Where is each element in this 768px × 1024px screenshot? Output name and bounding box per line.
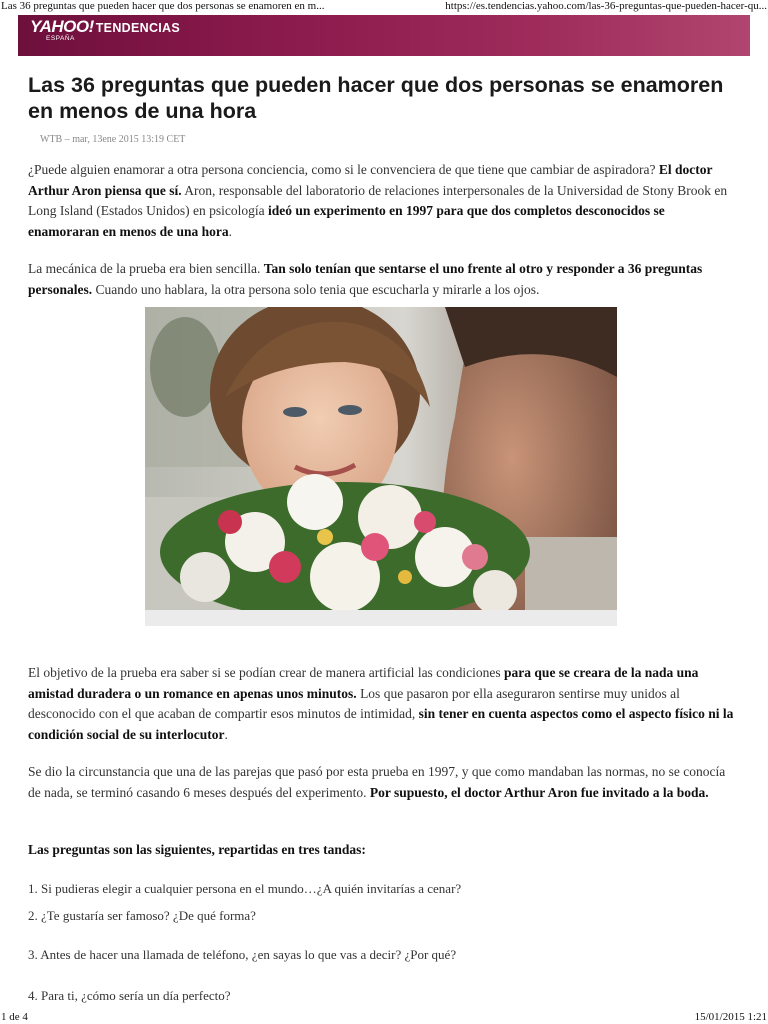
questions-heading: Las preguntas son las siguientes, repartidas en tres tandas: bbox=[28, 842, 366, 857]
logo-country-text: ESPAÑA bbox=[46, 35, 75, 42]
article-paragraph-1: ¿Puede alguien enamorar a otra persona conciencia, como si le convenciera de que tiene que cambiar de aspiradora? El doctor Arthur Aron piensa que sí. Aron, responsable del laboratorio de relaciones interpersonales de la Universidad de Stony Brook en Long Island (Estados Unidos) en psicología ideó un experimento en 1997 para que dos completos desconocidos se enamoraran en menos de una hora. bbox=[28, 162, 728, 239]
question-item-2: 2. ¿Te gustaría ser famoso? ¿De qué forma? bbox=[28, 908, 256, 923]
print-datetime: 15/01/2015 1:21 bbox=[694, 1011, 767, 1023]
photo-caption-bar bbox=[145, 610, 617, 626]
couple-with-flowers-image bbox=[145, 307, 617, 610]
print-page-title: Las 36 preguntas que pueden hacer que dos personas se enamoren en m... bbox=[1, 0, 325, 12]
article-paragraph-2: La mecánica de la prueba era bien sencilla. Tan solo tenían que sentarse el uno frente al otro y responder a 36 preguntas personales. Cuando uno hablara, la otra persona solo tenia que escucharla y mirarle a los ojos. bbox=[28, 261, 703, 297]
article-paragraph-4: Se dio la circunstancia que una de las parejas que pasó por esta prueba en 1997, y que como mandaban las normas, no se conocía de nada, se terminó casando 6 meses después del experimento. Por supuesto, el doctor Arthur Aron fue invitado a la boda. bbox=[28, 764, 726, 800]
article-title: Las 36 preguntas que pueden hacer que dos personas se enamoren en menos de una hora bbox=[28, 73, 724, 123]
question-item-3: 3. Antes de hacer una llamada de teléfono, ¿en sayas lo que vas a decir? ¿Por qué? bbox=[28, 947, 457, 962]
article-byline: WTB – mar, 13ene 2015 13:19 CET bbox=[40, 134, 186, 145]
brand-banner bbox=[18, 15, 750, 56]
article-photo bbox=[145, 307, 617, 610]
logo-section-text: TENDENCIAS bbox=[95, 21, 181, 35]
question-item-1: 1. Si pudieras elegir a cualquier persona en el mundo…¿A quién invitarías a cenar? bbox=[28, 881, 462, 896]
logo-yahoo-text: YAHOO! bbox=[30, 17, 94, 36]
yahoo-logo[interactable] bbox=[30, 17, 181, 42]
print-header bbox=[0, 0, 768, 14]
article-paragraph-3: El objetivo de la prueba era saber si se podían crear de manera artificial las condiciones para que se creara de la nada una amistad duradera o un romance en apenas unos minutos. Los que pasaron por ella aseguraron sentirse muy unidos al desconocido con el que acaban de compartir esos minutos de intimidad, sin tener en cuenta aspectos como el aspecto físico ni la condición social de su interlocutor. bbox=[28, 665, 734, 742]
print-page-number: 1 de 4 bbox=[1, 1011, 28, 1023]
print-url: https://es.tendencias.yahoo.com/las-36-preguntas-que-pueden-hacer-qu... bbox=[445, 0, 767, 12]
question-item-4: 4. Para ti, ¿cómo sería un día perfecto? bbox=[28, 988, 231, 1003]
print-footer bbox=[0, 1010, 768, 1024]
